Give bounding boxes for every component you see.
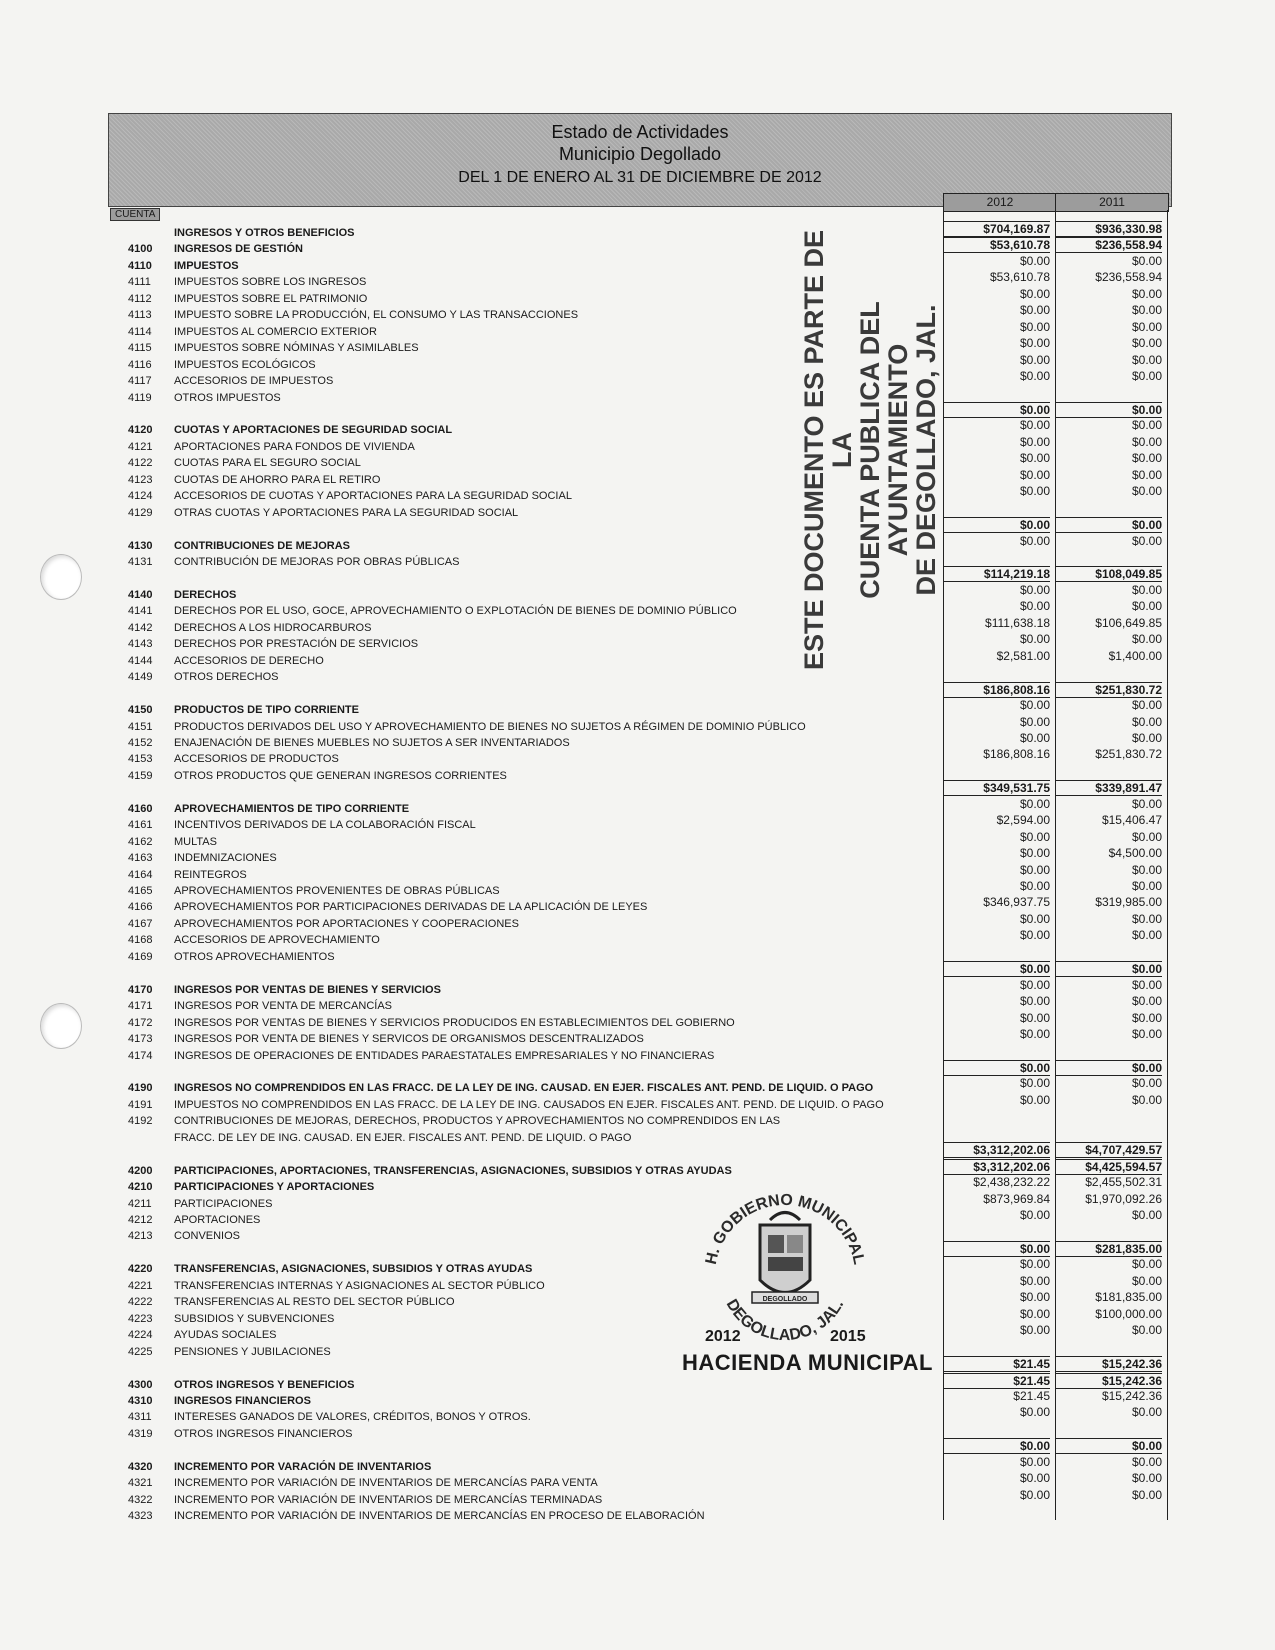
account-label: OTRAS CUOTAS Y APORTACIONES PARA LA SEGURIDAD SOCIAL [174, 507, 519, 519]
account-code: 4161 [128, 819, 153, 831]
account-label: INGRESOS NO COMPRENDIDOS EN LAS FRACC. DE LA LEY DE ING. CAUSAD. EN EJER. FISCALES ANT. PEND. DE LIQUID. O PAGO [174, 1082, 874, 1094]
value-2012: $0.00 [1019, 418, 1050, 432]
account-code: 4122 [128, 457, 153, 469]
account-label: PRODUCTOS DE TIPO CORRIENTE [174, 704, 359, 716]
value-2012: $0.00 [1019, 451, 1050, 465]
account-code: 4130 [128, 540, 153, 552]
account-label: INCENTIVOS DERIVADOS DE LA COLABORACIÓN FISCAL [174, 819, 476, 831]
value-2012: $53,610.78 [944, 237, 1050, 253]
value-2011: $0.00 [1131, 353, 1162, 367]
account-code: 4300 [128, 1379, 153, 1391]
account-code: 4173 [128, 1033, 153, 1045]
account-code: 4200 [128, 1165, 153, 1177]
account-label: INGRESOS DE GESTIÓN [174, 243, 303, 255]
account-code: 4190 [128, 1082, 153, 1094]
value-2011: $0.00 [1131, 418, 1162, 432]
value-2011: $0.00 [1131, 583, 1162, 597]
year-2011-header: 2011 [1055, 193, 1169, 212]
account-code: 4169 [128, 951, 153, 963]
value-2012: $2,594.00 [996, 813, 1050, 827]
value-2012: $0.00 [1019, 369, 1050, 383]
account-label: IMPUESTO SOBRE LA PRODUCCIÓN, EL CONSUMO Y LAS TRANSACCIONES [174, 309, 579, 321]
value-2011: $251,830.72 [1056, 682, 1162, 698]
account-code: 4220 [128, 1263, 153, 1275]
account-label: OTROS APROVECHAMIENTOS [174, 951, 335, 963]
value-2011: $0.00 [1131, 1208, 1162, 1222]
value-2012: $0.00 [1019, 287, 1050, 301]
value-2011: $0.00 [1056, 402, 1162, 418]
value-2012: $0.00 [1019, 731, 1050, 745]
account-code: 4323 [128, 1510, 153, 1522]
value-2011: $0.00 [1131, 912, 1162, 926]
account-label: CUOTAS PARA EL SEGURO SOCIAL [174, 457, 361, 469]
value-2012: $0.00 [944, 1241, 1050, 1257]
account-label: OTROS PRODUCTOS QUE GENERAN INGRESOS CORRIENTES [174, 770, 507, 782]
account-code: 4115 [128, 342, 152, 354]
account-code: 4140 [128, 589, 153, 601]
account-code: 4100 [128, 243, 153, 255]
value-2012: $0.00 [1019, 928, 1050, 942]
value-2011: $0.00 [1131, 928, 1162, 942]
value-2011: $0.00 [1131, 1257, 1162, 1271]
value-2011: $281,835.00 [1056, 1241, 1162, 1257]
account-code: 4224 [128, 1329, 153, 1341]
value-2011: $0.00 [1131, 632, 1162, 646]
account-code: 4225 [128, 1346, 153, 1358]
account-code: 4131 [128, 556, 153, 568]
account-label: CONTRIBUCIONES DE MEJORAS [174, 540, 351, 552]
value-2011: $108,049.85 [1056, 566, 1162, 582]
account-code: 4222 [128, 1296, 153, 1308]
value-2011: $0.00 [1131, 599, 1162, 613]
public-account-stamp [800, 210, 940, 690]
account-label: APROVECHAMIENTOS DE TIPO CORRIENTE [174, 803, 410, 815]
account-code: 4211 [128, 1198, 152, 1210]
account-label: ENAJENACIÓN DE BIENES MUEBLES NO SUJETOS A SER INVENTARIADOS [174, 737, 570, 749]
value-2011: $0.00 [1131, 336, 1162, 350]
account-code: 4171 [128, 1000, 153, 1012]
value-2011: $15,406.47 [1101, 813, 1162, 827]
account-label: OTROS INGRESOS FINANCIEROS [174, 1428, 353, 1440]
value-2011: $0.00 [1131, 303, 1162, 317]
value-2011: $1,970,092.26 [1085, 1192, 1162, 1206]
value-2012: $0.00 [1019, 1011, 1050, 1025]
value-2011: $0.00 [1056, 961, 1162, 977]
account-label: TRANSFERENCIAS, ASIGNACIONES, SUBSIDIOS Y OTRAS AYUDAS [174, 1263, 533, 1275]
value-2011: $0.00 [1131, 994, 1162, 1008]
value-2011: $0.00 [1131, 1011, 1162, 1025]
account-code: 4319 [128, 1428, 153, 1440]
account-label: APORTACIONES [174, 1214, 261, 1226]
value-2011: $0.00 [1131, 320, 1162, 334]
account-code: 4151 [128, 721, 153, 733]
account-label: ACCESORIOS DE CUOTAS Y APORTACIONES PARA LA SEGURIDAD SOCIAL [174, 490, 572, 502]
account-code: 4111 [128, 276, 151, 288]
value-2012: $0.00 [944, 961, 1050, 977]
account-label: INCREMENTO POR VARACIÓN DE INVENTARIOS [174, 1461, 432, 1473]
value-2011: $0.00 [1131, 731, 1162, 745]
account-code: 4123 [128, 474, 153, 486]
value-2011: $936,330.98 [1056, 221, 1162, 237]
value-2011: $0.00 [1131, 879, 1162, 893]
account-label: AYUDAS SOCIALES [174, 1329, 277, 1341]
value-2012: $0.00 [1019, 698, 1050, 712]
account-label: ACCESORIOS DE APROVECHAMIENTO [174, 934, 380, 946]
account-code: 4210 [128, 1181, 153, 1193]
account-label: PENSIONES Y JUBILACIONES [174, 1346, 331, 1358]
account-code: 4117 [128, 375, 152, 387]
account-label: SUBSIDIOS Y SUBVENCIONES [174, 1313, 335, 1325]
account-code: 4162 [128, 836, 153, 848]
account-code: 4310 [128, 1395, 153, 1407]
account-label: IMPUESTOS [174, 260, 239, 272]
account-code: 4142 [128, 622, 153, 634]
value-2012: $346,937.75 [983, 895, 1050, 909]
value-2011: $0.00 [1131, 863, 1162, 877]
account-label: IMPUESTOS SOBRE LOS INGRESOS [174, 276, 367, 288]
value-2011: $0.00 [1131, 254, 1162, 268]
value-2012: $0.00 [1019, 534, 1050, 548]
account-label: IMPUESTOS AL COMERCIO EXTERIOR [174, 326, 377, 338]
value-2012: $3,312,202.06 [944, 1142, 1050, 1158]
account-code: 4311 [128, 1411, 152, 1423]
value-2012: $21.45 [944, 1373, 1050, 1389]
value-2012: $0.00 [1019, 435, 1050, 449]
seal-year-end: 2015 [830, 1328, 866, 1345]
value-2011: $15,242.36 [1056, 1373, 1162, 1389]
value-2012: $0.00 [1019, 1274, 1050, 1288]
account-code: 4160 [128, 803, 153, 815]
value-2011: $0.00 [1131, 435, 1162, 449]
account-label: PARTICIPACIONES, APORTACIONES, TRANSFERENCIAS, ASIGNACIONES, SUBSIDIOS Y OTRAS AYUDAS [174, 1165, 732, 1177]
account-label: INGRESOS Y OTROS BENEFICIOS [174, 227, 355, 239]
account-code: 4149 [128, 671, 153, 683]
account-code: 4119 [128, 392, 152, 404]
account-code: 4321 [128, 1477, 153, 1489]
account-label: REINTEGROS [174, 869, 247, 881]
value-2012: $0.00 [1019, 1455, 1050, 1469]
value-2011: $0.00 [1131, 534, 1162, 548]
value-2012: $0.00 [1019, 1076, 1050, 1090]
value-2012: $0.00 [1019, 599, 1050, 613]
account-code: 4159 [128, 770, 153, 782]
seal-year-start: 2012 [705, 1328, 741, 1345]
account-label: INCREMENTO POR VARIACIÓN DE INVENTARIOS DE MERCANCÍAS PARA VENTA [174, 1477, 598, 1489]
value-2011: $0.00 [1131, 1027, 1162, 1041]
account-code: 4113 [128, 309, 152, 321]
value-2012: $0.00 [1019, 994, 1050, 1008]
account-code: 4221 [128, 1280, 153, 1292]
account-label: APROVECHAMIENTOS POR PARTICIPACIONES DERIVADAS DE LA APLICACIÓN DE LEYES [174, 901, 648, 913]
value-2012: $53,610.78 [989, 270, 1050, 284]
value-2012: $21.45 [1013, 1389, 1050, 1403]
account-label: CONVENIOS [174, 1230, 241, 1242]
value-2012: $0.00 [944, 1438, 1050, 1454]
value-2011: $0.00 [1131, 1274, 1162, 1288]
account-code: 4150 [128, 704, 153, 716]
value-2011: $0.00 [1056, 1438, 1162, 1454]
value-2012: $0.00 [1019, 1471, 1050, 1485]
value-2012: $0.00 [1019, 632, 1050, 646]
value-2011: $236,558.94 [1095, 270, 1162, 284]
account-label: INTERESES GANADOS DE VALORES, CRÉDITOS, BONOS Y OTROS. [174, 1411, 531, 1423]
value-2011: $0.00 [1131, 468, 1162, 482]
account-code: 4124 [128, 490, 153, 502]
account-code: 4167 [128, 918, 153, 930]
value-2011: $0.00 [1056, 517, 1162, 533]
account-code: 4163 [128, 852, 153, 864]
value-2012: $0.00 [1019, 846, 1050, 860]
account-label: DERECHOS POR PRESTACIÓN DE SERVICIOS [174, 638, 419, 650]
value-2012: $0.00 [944, 1060, 1050, 1076]
value-2012: $3,312,202.06 [944, 1159, 1050, 1175]
value-2011: $0.00 [1131, 451, 1162, 465]
account-code: 4164 [128, 869, 153, 881]
value-2012: $0.00 [1019, 797, 1050, 811]
account-code: 4129 [128, 507, 153, 519]
value-2012: $0.00 [1019, 1257, 1050, 1271]
account-label: INDEMNIZACIONES [174, 852, 277, 864]
value-2012: $0.00 [1019, 1208, 1050, 1222]
account-label: INCREMENTO POR VARIACIÓN DE INVENTARIOS DE MERCANCÍAS TERMINADAS [174, 1494, 603, 1506]
value-2011: $2,455,502.31 [1085, 1175, 1162, 1189]
value-2012: $704,169.87 [944, 221, 1050, 237]
value-2012: $0.00 [1019, 583, 1050, 597]
value-2012: $0.00 [1019, 1405, 1050, 1419]
account-code: 4143 [128, 638, 153, 650]
account-label: OTROS IMPUESTOS [174, 392, 281, 404]
account-code: 4166 [128, 901, 153, 913]
report-title: Estado de Actividades [551, 122, 729, 142]
stamp-line-2: CUENTA PUBLICA DEL AYUNTAMIENTO [855, 301, 913, 599]
value-2012: $21.45 [944, 1356, 1050, 1372]
value-2012: $114,219.18 [944, 566, 1050, 582]
seal-bottom-text: DEGOLLADO, JAL. [722, 1296, 848, 1345]
value-2011: $0.00 [1131, 369, 1162, 383]
value-2012: $0.00 [1019, 1323, 1050, 1337]
value-2011: $106,649.85 [1095, 616, 1162, 630]
value-2011: $0.00 [1131, 1488, 1162, 1502]
value-2011: $0.00 [1131, 1471, 1162, 1485]
value-2012: $0.00 [1019, 1488, 1050, 1502]
account-label: PRODUCTOS DERIVADOS DEL USO Y APROVECHAMIENTO DE BIENES NO SUJETOS A RÉGIMEN DE DOMINIO PÚBLICO [174, 721, 806, 733]
account-label: ACCESORIOS DE PRODUCTOS [174, 753, 339, 765]
account-label: MULTAS [174, 836, 217, 848]
account-code: 4192 [128, 1115, 153, 1127]
seal-banner-text: DEGOLLADO [762, 1296, 808, 1303]
value-2011: $251,830.72 [1095, 747, 1162, 761]
account-code: 4320 [128, 1461, 153, 1473]
account-label: DERECHOS A LOS HIDROCARBUROS [174, 622, 372, 634]
account-label: IMPUESTOS SOBRE EL PATRIMONIO [174, 293, 368, 305]
account-label: DERECHOS POR EL USO, GOCE, APROVECHAMIENTO O EXPLOTACIÓN DE BIENES DE DOMINIO PÚBLICO [174, 605, 737, 617]
account-label: INCREMENTO POR VARIACIÓN DE INVENTARIOS DE MERCANCÍAS EN PROCESO DE ELABORACIÓN [174, 1510, 705, 1522]
value-2012: $0.00 [1019, 353, 1050, 367]
value-2012: $0.00 [1019, 254, 1050, 268]
municipal-seal [690, 1180, 880, 1350]
account-label: APROVECHAMIENTOS PROVENIENTES DE OBRAS PÚBLICAS [174, 885, 500, 897]
account-label: IMPUESTOS NO COMPRENDIDOS EN LAS FRACC. DE LA LEY DE ING. CAUSADOS EN EJER. FISCALES ANT. PEND. DE LIQUID. O PAGO [174, 1099, 884, 1111]
account-code: 4144 [128, 655, 153, 667]
account-code: 4114 [128, 326, 152, 338]
binder-hole-top [40, 554, 82, 600]
municipality-name: Municipio Degollado [558, 144, 722, 164]
account-label: ACCESORIOS DE IMPUESTOS [174, 375, 334, 387]
seal-top-text: H. GOBIERNO MUNICIPAL [702, 1191, 868, 1267]
value-2012: $0.00 [1019, 303, 1050, 317]
value-2011: $236,558.94 [1056, 237, 1162, 253]
value-2012: $111,638.18 [985, 616, 1050, 630]
account-label: OTROS INGRESOS Y BENEFICIOS [174, 1379, 355, 1391]
account-label: DERECHOS [174, 589, 237, 601]
value-2011: $339,891.47 [1056, 780, 1162, 796]
account-label: INGRESOS POR VENTA DE BIENES Y SERVICOS DE ORGANISMOS DESCENTRALIZADOS [174, 1033, 644, 1045]
value-2012: $186,808.16 [944, 682, 1050, 698]
report-period: DEL 1 DE ENERO AL 31 DE DICIEMBRE DE 2012 [458, 169, 822, 186]
value-2011: $0.00 [1131, 797, 1162, 811]
value-2011: $0.00 [1131, 484, 1162, 498]
account-label: CUOTAS Y APORTACIONES DE SEGURIDAD SOCIAL [174, 424, 453, 436]
account-label: ACCESORIOS DE DERECHO [174, 655, 324, 667]
value-2011: $181,835.00 [1095, 1290, 1162, 1304]
account-label: TRANSFERENCIAS AL RESTO DEL SECTOR PÚBLICO [174, 1296, 455, 1308]
value-2011: $0.00 [1056, 1060, 1162, 1076]
value-2011: $15,242.36 [1056, 1356, 1162, 1372]
column-rule-right [1167, 210, 1168, 1520]
account-label: APORTACIONES PARA FONDOS DE VIVIENDA [174, 441, 415, 453]
value-2012: $0.00 [1019, 1290, 1050, 1304]
account-label: INGRESOS POR VENTAS DE BIENES Y SERVICIOS [174, 984, 441, 996]
account-code: 4212 [128, 1214, 153, 1226]
account-label: TRANSFERENCIAS INTERNAS Y ASIGNACIONES AL SECTOR PÚBLICO [174, 1280, 545, 1292]
value-2011: $0.00 [1131, 698, 1162, 712]
account-code: 4168 [128, 934, 153, 946]
account-code: 4152 [128, 737, 153, 749]
value-2011: $319,985.00 [1095, 895, 1162, 909]
value-2012: $0.00 [1019, 912, 1050, 926]
value-2012: $873,969.84 [983, 1192, 1050, 1206]
account-code: 4121 [128, 441, 153, 453]
value-2012: $349,531.75 [944, 780, 1050, 796]
value-2012: $0.00 [1019, 715, 1050, 729]
value-2011: $0.00 [1131, 1093, 1162, 1107]
value-2011: $4,425,594.57 [1056, 1159, 1162, 1175]
value-2011: $0.00 [1131, 978, 1162, 992]
value-2012: $0.00 [1019, 863, 1050, 877]
value-2012: $0.00 [944, 402, 1050, 418]
value-2012: $0.00 [944, 517, 1050, 533]
account-code: 4172 [128, 1017, 153, 1029]
value-2012: $2,438,232.22 [973, 1175, 1050, 1189]
account-code: 4110 [128, 260, 152, 272]
account-code: 4120 [128, 424, 153, 436]
account-label: IMPUESTOS SOBRE NÓMINAS Y ASIMILABLES [174, 342, 419, 354]
account-code: 4112 [128, 293, 152, 305]
value-2011: $4,500.00 [1108, 846, 1162, 860]
account-label: PARTICIPACIONES [174, 1198, 273, 1210]
value-2011: $0.00 [1131, 287, 1162, 301]
value-2011: $0.00 [1131, 1405, 1162, 1419]
stamp-line-1: ESTE DOCUMENTO ES PARTE DE LA [799, 229, 857, 671]
account-code: 4116 [128, 359, 152, 371]
value-2012: $2,581.00 [996, 649, 1050, 663]
year-2012-header: 2012 [943, 193, 1057, 212]
account-label: PARTICIPACIONES Y APORTACIONES [174, 1181, 375, 1193]
account-code: 4213 [128, 1230, 153, 1242]
value-2012: $0.00 [1019, 320, 1050, 334]
account-code: 4191 [128, 1099, 153, 1111]
account-code: 4141 [128, 605, 153, 617]
account-code: 4153 [128, 753, 153, 765]
account-label: INGRESOS FINANCIEROS [174, 1395, 311, 1407]
account-code: 4174 [128, 1050, 153, 1062]
value-2012: $0.00 [1019, 1027, 1050, 1041]
value-2012: $0.00 [1019, 468, 1050, 482]
account-label: APROVECHAMIENTOS POR APORTACIONES Y COOPERACIONES [174, 918, 519, 930]
value-2012: $0.00 [1019, 978, 1050, 992]
value-2011: $0.00 [1131, 830, 1162, 844]
account-label: CUOTAS DE AHORRO PARA EL RETIRO [174, 474, 381, 486]
value-2012: $0.00 [1019, 1307, 1050, 1321]
account-label: IMPUESTOS ECOLÓGICOS [174, 359, 316, 371]
coat-of-arms-icon [760, 1213, 810, 1293]
account-code: 4223 [128, 1313, 153, 1325]
account-label: INGRESOS DE OPERACIONES DE ENTIDADES PARAESTATALES EMPRESARIALES Y NO FINANCIERAS [174, 1050, 715, 1062]
account-label: CONTRIBUCIÓN DE MEJORAS POR OBRAS PÚBLICAS [174, 556, 460, 568]
value-2012: $0.00 [1019, 1093, 1050, 1107]
value-2011: $4,707,429.57 [1056, 1142, 1162, 1158]
account-code: 4322 [128, 1494, 153, 1506]
value-2012: $0.00 [1019, 830, 1050, 844]
account-label: OTROS DERECHOS [174, 671, 279, 683]
binder-hole-bottom [40, 1003, 82, 1049]
account-label: INGRESOS POR VENTAS DE BIENES Y SERVICIOS PRODUCIDOS EN ESTABLECIMIENTOS DEL GOBIERNO [174, 1017, 735, 1029]
value-2011: $0.00 [1131, 715, 1162, 729]
value-2011: $0.00 [1131, 1323, 1162, 1337]
value-2011: $0.00 [1131, 1455, 1162, 1469]
value-2012: $0.00 [1019, 879, 1050, 893]
account-label: CONTRIBUCIONES DE MEJORAS, DERECHOS, PRODUCTOS Y APROVECHAMIENTOS NO COMPRENDIDOS EN LAS [174, 1115, 781, 1127]
hacienda-municipal-caption: HACIENDA MUNICIPAL [682, 1350, 933, 1375]
value-2012: $0.00 [1019, 484, 1050, 498]
value-2011: $15,242.36 [1101, 1389, 1162, 1403]
account-code: 4165 [128, 885, 153, 897]
value-2011: $100,000.00 [1095, 1307, 1162, 1321]
stamp-line-3: DE DEGOLLADO, JAL. [911, 304, 941, 596]
account-label: FRACC. DE LEY DE ING. CAUSAD. EN EJER. FISCALES ANT. PEND. DE LIQUID. O PAGO [174, 1132, 632, 1144]
value-2012: $0.00 [1019, 336, 1050, 350]
value-2012: $186,808.16 [983, 747, 1050, 761]
account-code: 4170 [128, 984, 153, 996]
value-2011: $1,400.00 [1108, 649, 1162, 663]
value-2011: $0.00 [1131, 1076, 1162, 1090]
account-column-header: CUENTA [110, 208, 160, 221]
account-label: INGRESOS POR VENTA DE MERCANCÍAS [174, 1000, 393, 1012]
